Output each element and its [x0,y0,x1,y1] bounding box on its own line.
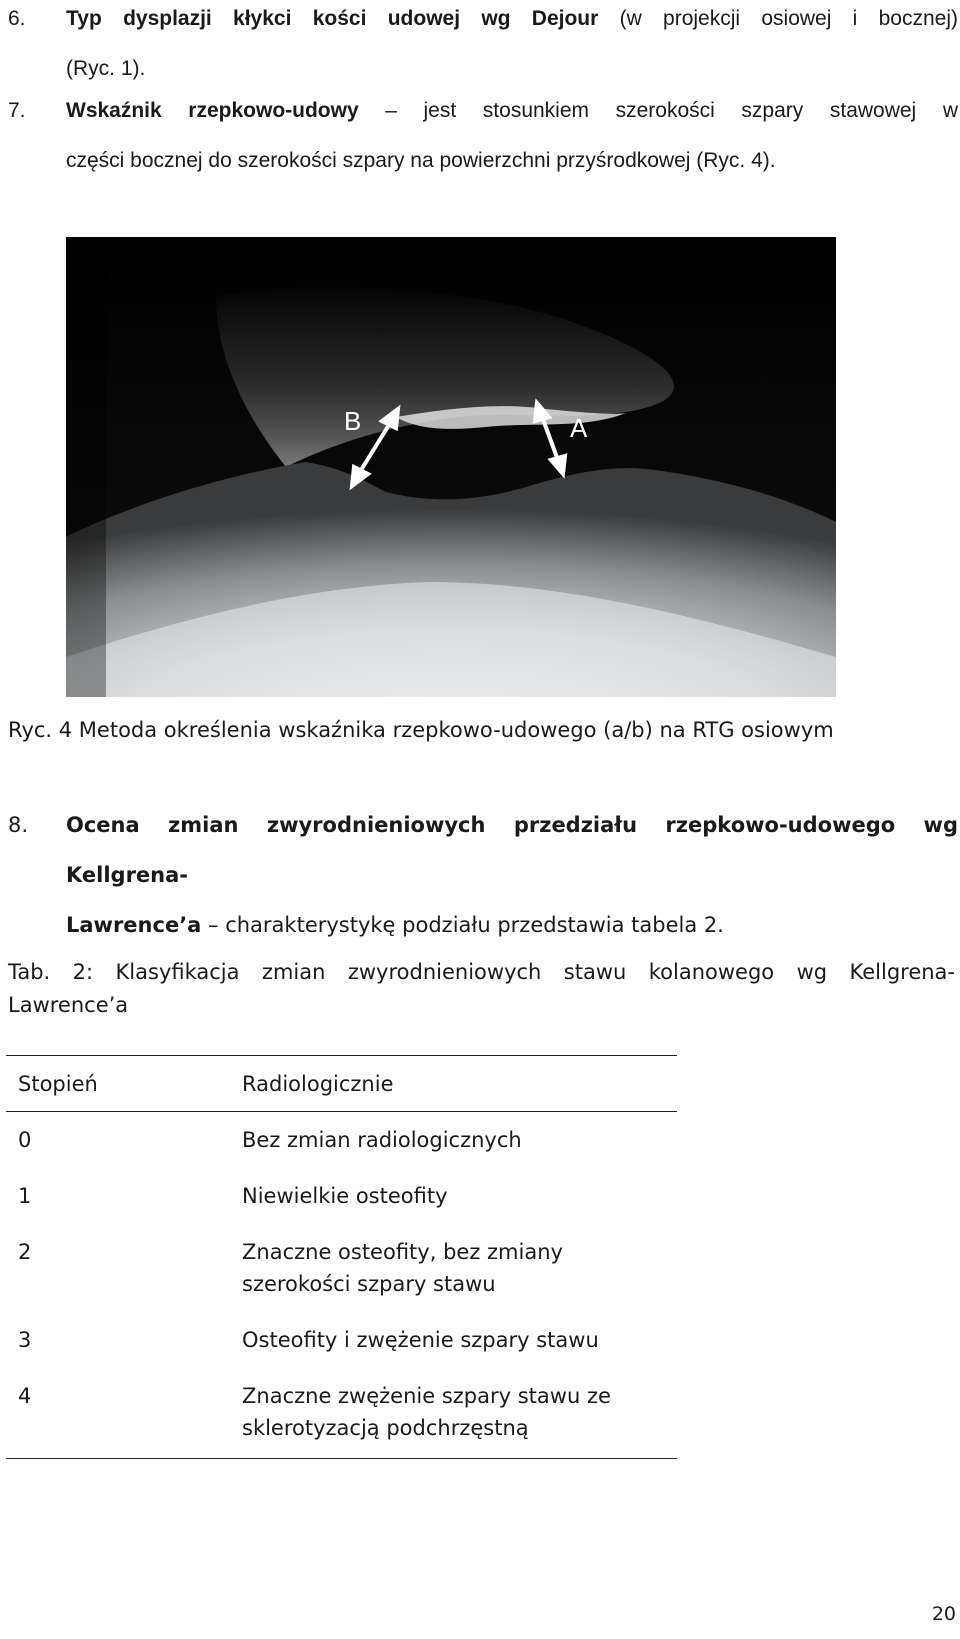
xray-figure [66,237,836,697]
list-item-7 [8,86,958,186]
description-cell: sklerotyzacją podchrzęstną [242,1416,529,1440]
item-title: Ocena zmian zwyrodnieniowych przedziału rzepkowo-udowego wg Kellgrena- [66,813,958,887]
description-cell: Znaczne zwężenie szpary stawu ze [242,1384,611,1408]
description-cell: szerokości szpary stawu [242,1272,496,1296]
label-a: A [570,413,588,443]
item-title: Wskaźnik rzepkowo-udowy [66,99,359,122]
header-grade: Stopień [18,1072,98,1096]
item-text: – charakterystykę podziału przedstawia tabela 2. [201,913,724,937]
list-item-8 [8,800,958,950]
list-number: 8. [8,813,29,837]
table-bottom-rule [6,1458,677,1459]
list-item-line [66,86,958,136]
description-cell: Znaczne osteofity, bez zmiany [242,1240,563,1264]
grade-cell: 3 [18,1328,32,1352]
grade-cell: 1 [18,1184,32,1208]
table-caption-line: Lawrence’a [8,993,129,1017]
list-item-line [66,800,958,900]
list-item-line [66,900,958,950]
list-number: 7. [8,99,26,122]
description-cell: Bez zmian radiologicznych [242,1128,522,1152]
grade-cell: 2 [18,1240,32,1264]
table-header-rule [6,1111,677,1112]
table-caption-line: Tab. 2: Klasyfikacja zmian zwyrodnieniowych stawu kolanowego wg Kellgrena- [8,960,955,984]
figure-caption: Ryc. 4 Metoda określenia wskaźnika rzepkowo-udowego (a/b) na RTG osiowym [8,718,834,742]
list-item-6 [8,0,958,94]
list-item-line [66,0,958,44]
item-text: części bocznej do szerokości szpary na powierzchni przyśrodkowej (Ryc. 4). [66,149,776,172]
description-cell: Osteofity i zwężenie szpary stawu [242,1328,599,1352]
table-caption [8,956,955,1022]
item-title-cont: Lawrence’a [66,913,202,937]
item-text: – jest stosunkiem szerokości szpary stawowej w [358,99,958,122]
item-text: (w projekcji osiowej i bocznej) [598,7,958,30]
list-item-line [66,136,958,186]
item-title: Typ dysplazji kłykci kości udowej wg Dejour [66,7,599,30]
header-radiology: Radiologicznie [242,1072,394,1096]
page-number: 20 [931,1603,956,1625]
table-top-rule [6,1055,677,1056]
label-b: B [344,406,362,436]
grade-cell: 4 [18,1384,32,1408]
list-number: 6. [8,7,26,30]
grade-cell: 0 [18,1128,32,1152]
description-cell: Niewielkie osteofity [242,1184,448,1208]
item-text: (Ryc. 1). [66,57,146,80]
xray-image [66,237,836,697]
